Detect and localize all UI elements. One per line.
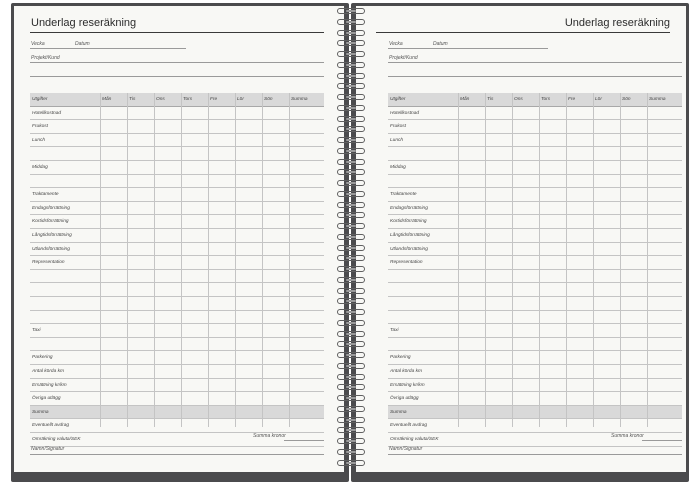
spiral-ring [337, 137, 365, 143]
spiral-ring [337, 417, 365, 423]
column-header: Sön [264, 97, 273, 102]
spiral-ring [337, 277, 365, 283]
row-label: Ersättning kr/km [32, 382, 67, 388]
table-row [30, 215, 324, 229]
row-label: Representation [32, 260, 65, 266]
table-row [388, 175, 682, 189]
spiral-ring [337, 191, 365, 197]
column-header: Tis [129, 97, 136, 102]
row-label: Långtidsförrättning [390, 233, 430, 238]
table-row [388, 392, 682, 406]
week-label: Vecka [31, 41, 45, 47]
column-header: Lör [237, 97, 244, 102]
signature-label: Namn/Signatur [31, 446, 65, 452]
spiral-ring [337, 331, 365, 337]
table-row [30, 243, 324, 257]
column-divider [235, 93, 236, 427]
signature-line [30, 454, 324, 455]
table-row [30, 311, 324, 325]
table-row [388, 338, 682, 352]
column-header: Tors [183, 97, 193, 102]
table-row [30, 419, 324, 433]
page-title: Underlag reseräkning [564, 17, 670, 29]
column-divider [289, 93, 290, 427]
spiral-ring [337, 94, 365, 100]
column-header: Tors [541, 97, 551, 102]
column-divider [512, 93, 513, 427]
spiral-ring [337, 374, 365, 380]
spiral-ring [337, 40, 365, 46]
table-row [388, 365, 682, 379]
column-divider [485, 93, 486, 427]
spiral-ring [337, 395, 365, 401]
spiral-ring [337, 352, 365, 358]
column-header: Lör [595, 97, 602, 102]
spiral-ring [337, 105, 365, 111]
total-label: Summa kronor [611, 433, 644, 439]
date-label: Datum [433, 41, 448, 47]
table-row [388, 256, 682, 270]
spiral-ring [337, 116, 365, 122]
table-row [388, 283, 682, 297]
week-date-line [388, 48, 548, 49]
table-row [30, 175, 324, 189]
spiral-ring [337, 245, 365, 251]
table-row [30, 406, 324, 420]
table-row [30, 120, 324, 134]
row-label: Antal körda km [32, 369, 64, 374]
table-row [30, 270, 324, 284]
spiral-ring [337, 30, 365, 36]
column-header: Sön [622, 97, 631, 102]
table-row [388, 297, 682, 311]
spiral-ring [337, 288, 365, 294]
row-label: Parkering [390, 355, 411, 361]
row-label: Taxi [32, 328, 41, 334]
project-label: Projekt/Kund [31, 55, 60, 61]
row-label: Utlandsförrättning [390, 246, 428, 252]
column-divider [181, 93, 182, 427]
spiral-ring [337, 438, 365, 444]
table-row [388, 147, 682, 161]
table-row [30, 188, 324, 202]
table-row [30, 134, 324, 148]
spiral-ring [337, 62, 365, 68]
row-label: Lunch [390, 137, 404, 143]
table-row [30, 351, 324, 365]
spiral-ring [337, 363, 365, 369]
column-divider [458, 93, 459, 427]
spiral-ring [337, 298, 365, 304]
column-divider [127, 93, 128, 427]
column-header: Fre [210, 97, 218, 102]
table-row [388, 202, 682, 216]
column-divider [647, 93, 648, 427]
table-row [388, 134, 682, 148]
right-page [356, 6, 686, 472]
spiral-ring [337, 234, 365, 240]
column-divider [566, 93, 567, 427]
table-header-row [30, 93, 324, 107]
spiral-ring [337, 148, 365, 154]
table-row [30, 338, 324, 352]
row-label: Taxi [390, 328, 399, 334]
column-header: Ons [156, 97, 165, 102]
total-label: Summa kronor [253, 433, 286, 439]
table-row [30, 283, 324, 297]
table-row [30, 297, 324, 311]
table-row [388, 229, 682, 243]
spiral-ring [337, 255, 365, 261]
row-label: Eventuellt avdrag [32, 423, 70, 429]
column-header: Summa [291, 97, 308, 102]
spiral-ring [337, 460, 365, 466]
row-label: Middag [32, 165, 48, 170]
column-header: Fre [568, 97, 576, 102]
spiral-ring [337, 73, 365, 79]
row-label: Ersättning kr/km [390, 382, 425, 388]
table-row [388, 161, 682, 175]
spiral-ring [337, 19, 365, 25]
table-row [30, 161, 324, 175]
table-row [30, 324, 324, 338]
table-row [388, 324, 682, 338]
spiral-ring [337, 223, 365, 229]
spiral-ring [337, 341, 365, 347]
column-divider [593, 93, 594, 427]
column-divider [100, 93, 101, 427]
table-header-row [388, 93, 682, 107]
table-row [30, 229, 324, 243]
row-label: Frukost [32, 124, 48, 130]
left-page [14, 6, 344, 472]
table-row [388, 243, 682, 257]
row-label: Antal körda km [390, 369, 422, 374]
column-divider [208, 93, 209, 427]
row-label: Hotellkostnad [390, 110, 420, 116]
spiral-ring [337, 83, 365, 89]
project-label: Projekt/Kund [389, 55, 418, 61]
table-row [30, 365, 324, 379]
column-header: Mån [460, 97, 470, 102]
spiral-ring [337, 51, 365, 57]
column-header: Ons [514, 97, 523, 102]
spiral-ring [337, 212, 365, 218]
row-label: Endagsförrättning [390, 205, 428, 211]
row-label: Kortidsförrättning [32, 219, 69, 225]
spiral-ring [337, 384, 365, 390]
table-row [30, 256, 324, 270]
row-label: Endagsförrättning [32, 205, 70, 211]
table-row [388, 351, 682, 365]
spiral-ring [337, 126, 365, 132]
spiral-ring [337, 8, 365, 14]
signature-label: Namn/Signatur [389, 446, 423, 452]
spiral-ring [337, 159, 365, 165]
row-label: Traktamente [390, 192, 417, 198]
row-label: Kortidsförrättning [390, 219, 427, 225]
table-row [30, 379, 324, 393]
table-row [30, 392, 324, 406]
table-row [388, 311, 682, 325]
row-label: Omräkning valuta/SEK [390, 437, 439, 442]
table-row [388, 406, 682, 420]
row-label: Summa [390, 409, 407, 415]
column-header: Summa [649, 97, 666, 102]
project-line-2 [388, 76, 682, 77]
week-label: Vecka [389, 41, 403, 47]
row-label: Frukost [390, 124, 406, 130]
spiral-binding [332, 6, 372, 476]
row-label: Övriga utlägg [32, 396, 61, 402]
spiral-ring [337, 320, 365, 326]
table-row [388, 379, 682, 393]
row-label: Långtidsförrättning [32, 233, 72, 238]
table-row [30, 107, 324, 121]
title-rule [376, 32, 670, 33]
spiral-ring [337, 427, 365, 433]
table-row [388, 188, 682, 202]
spiral-ring [337, 202, 365, 208]
row-label: Eventuellt avdrag [390, 423, 428, 429]
table-row [30, 147, 324, 161]
column-header: Mån [102, 97, 112, 102]
row-label: Middag [390, 165, 406, 170]
table-row [388, 215, 682, 229]
table-row [388, 120, 682, 134]
column-divider [620, 93, 621, 427]
table-row [30, 202, 324, 216]
row-label: Övriga utlägg [390, 396, 419, 402]
spiral-ring [337, 406, 365, 412]
table-row [388, 107, 682, 121]
row-label: Lunch [32, 137, 46, 143]
row-label: Parkering [32, 355, 53, 361]
spiral-ring [337, 266, 365, 272]
column-divider [262, 93, 263, 427]
project-line-1 [388, 62, 682, 63]
row-label: Omräkning valuta/SEK [32, 437, 81, 442]
column-header: Utgifter [32, 97, 48, 102]
spiral-ring [337, 449, 365, 455]
total-line [284, 440, 324, 441]
table-row [388, 419, 682, 433]
column-divider [154, 93, 155, 427]
spiral-ring [337, 169, 365, 175]
spiral-ring [337, 180, 365, 186]
spiral-ring [337, 309, 365, 315]
column-header: Utgifter [390, 97, 406, 102]
row-label: Hotellkostnad [32, 110, 62, 116]
row-label: Representation [390, 260, 423, 266]
total-line [642, 440, 682, 441]
column-header: Tis [487, 97, 494, 102]
row-label: Traktamente [32, 192, 59, 198]
row-label: Summa [32, 409, 49, 415]
column-divider [539, 93, 540, 427]
row-label: Utlandsförrättning [32, 246, 70, 252]
table-row [388, 270, 682, 284]
project-line-2 [30, 76, 324, 77]
title-rule [30, 32, 324, 33]
project-line-1 [30, 62, 324, 63]
date-label: Datum [75, 41, 90, 47]
signature-line [388, 454, 682, 455]
page-title: Underlag reseräkning [31, 17, 137, 29]
week-date-line [30, 48, 186, 49]
